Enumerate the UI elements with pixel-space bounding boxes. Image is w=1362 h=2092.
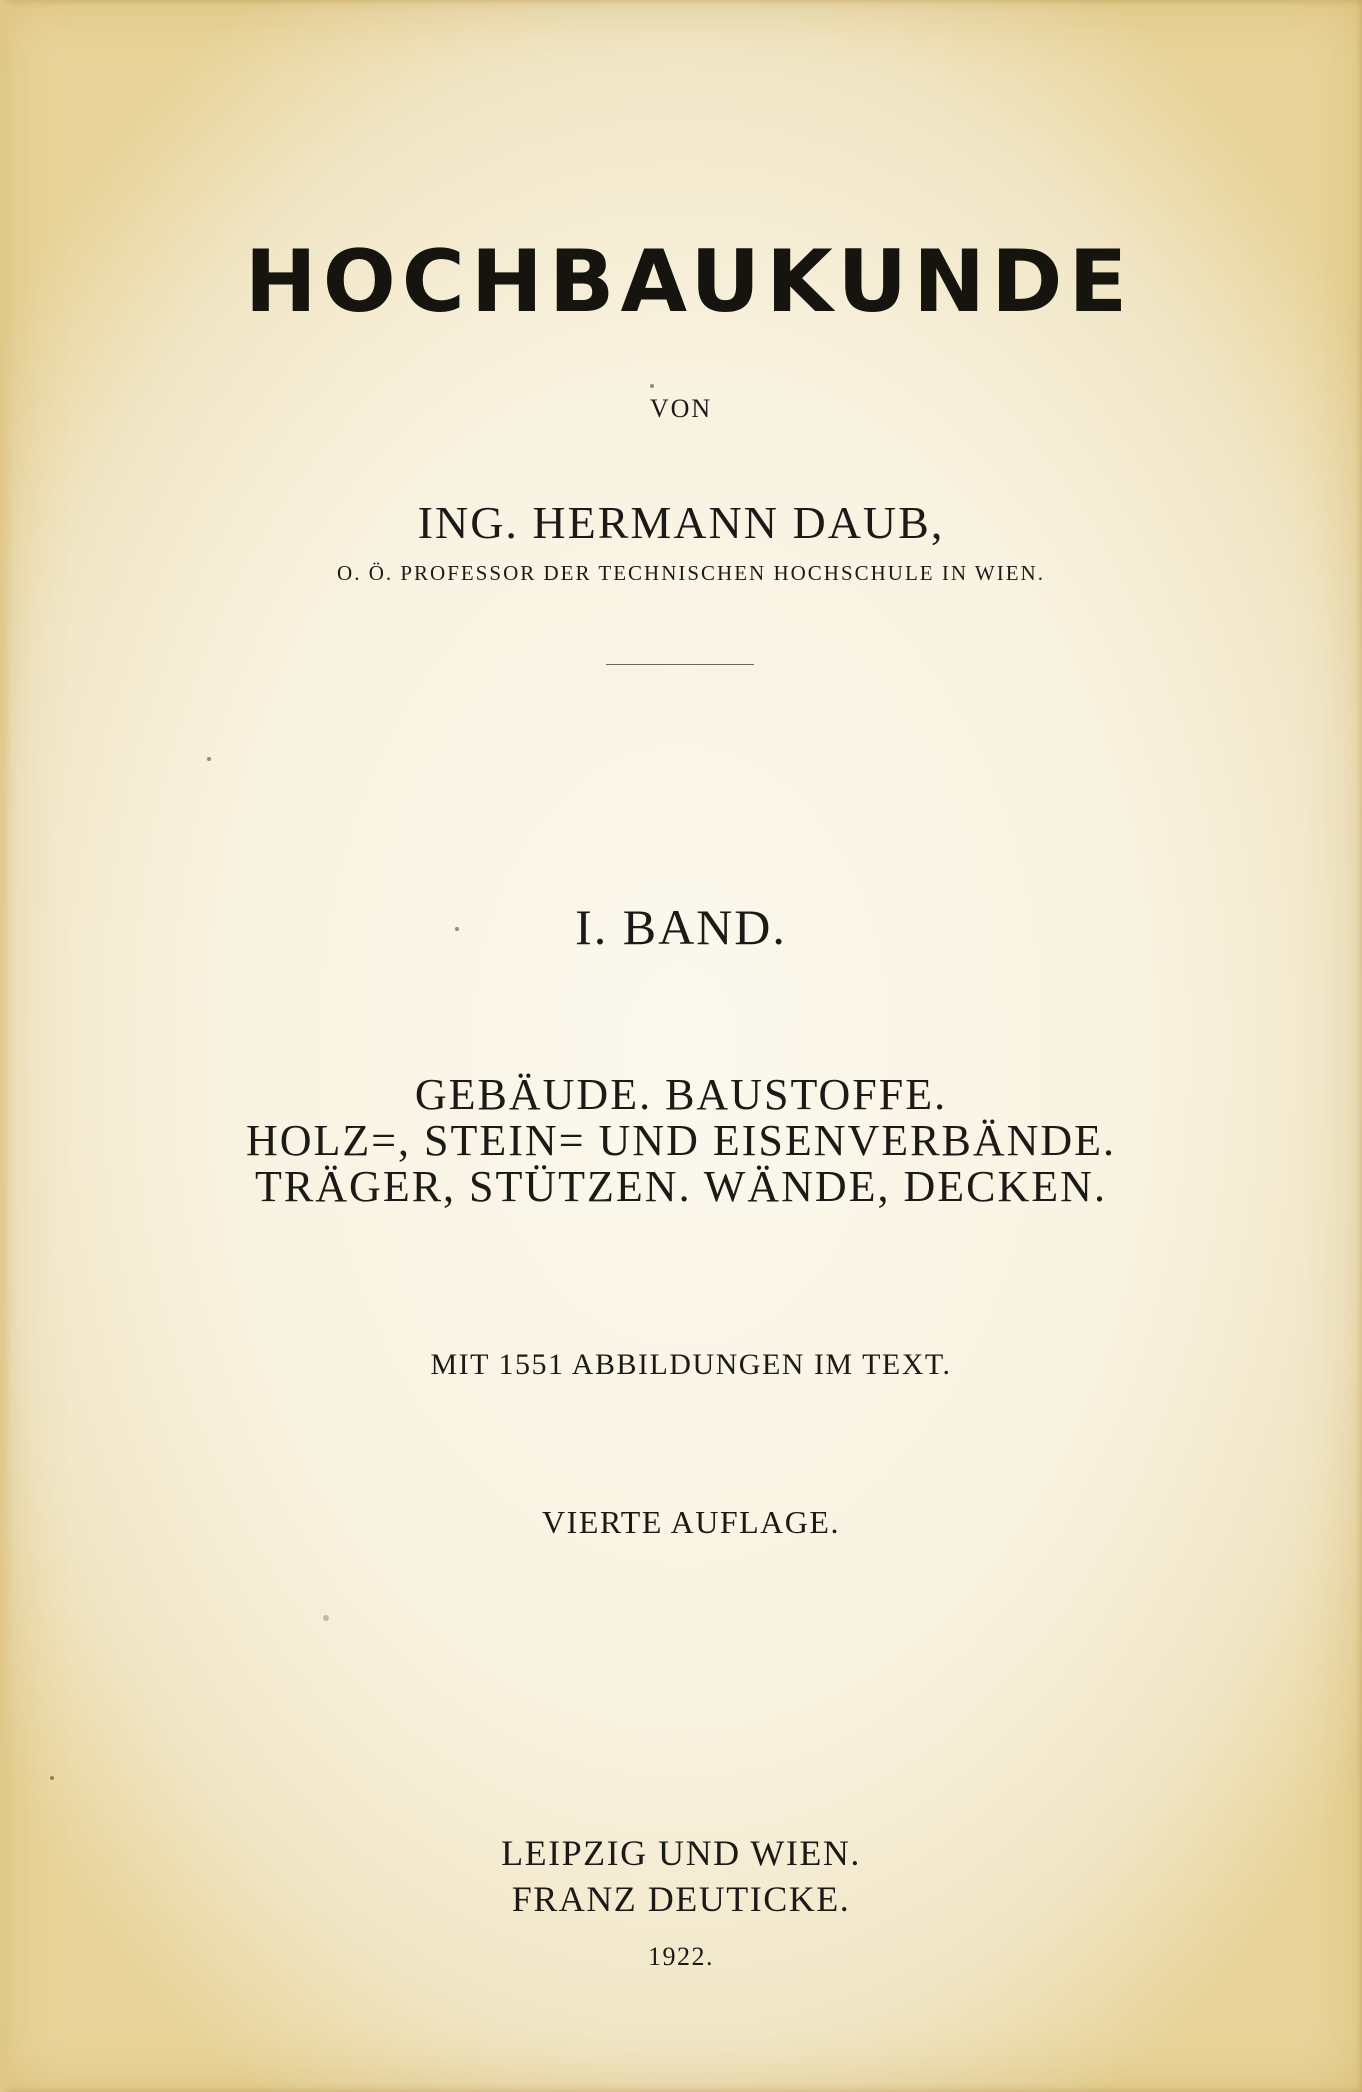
- illustrations-note: MIT 1551 ABBILDUNGEN IM TEXT.: [430, 1348, 952, 1381]
- paper-speck: [207, 757, 211, 761]
- subtitle-line: TRÄGER, STÜTZEN. WÄNDE, DECKEN.: [255, 1162, 1107, 1211]
- paper-speck: [323, 1615, 329, 1621]
- author-name: ING. HERMANN DAUB,: [417, 497, 945, 548]
- subtitle-line: HOLZ=, STEIN= UND EISENVERBÄNDE.: [245, 1116, 1117, 1165]
- by-label: VON: [649, 394, 713, 423]
- publisher-name: FRANZ DEUTICKE.: [511, 1879, 851, 1919]
- paper-speck: [50, 1776, 54, 1780]
- subtitle-line: GEBÄUDE. BAUSTOFFE.: [414, 1070, 948, 1119]
- publication-year: 1922.: [648, 1942, 714, 1971]
- divider-rule: [606, 664, 754, 665]
- subtitle-block: [0, 1072, 1362, 1210]
- book-title: HOCHBAUKUNDE: [244, 232, 1134, 332]
- edition-note: VIERTE AUFLAGE.: [542, 1504, 840, 1540]
- publication-place: LEIPZIG UND WIEN.: [501, 1833, 861, 1873]
- paper-speck: [650, 384, 654, 388]
- volume-label: I. BAND.: [575, 899, 787, 955]
- author-affiliation: O. Ö. PROFESSOR DER TECHNISCHEN HOCHSCHULE IN WIEN.: [337, 561, 1045, 585]
- paper-speck: [455, 927, 459, 931]
